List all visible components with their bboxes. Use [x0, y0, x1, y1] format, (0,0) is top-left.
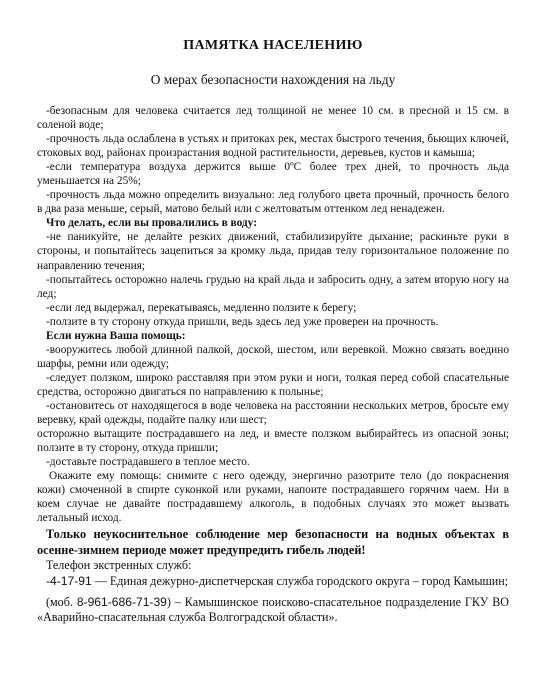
paragraph: -не паникуйте, не делайте резких движений, стабилизируйте дыхание; раскиньте руки в стороны, и попытайтесь зацепиться за кромку льда, придав телу горизонтальное положение по направлению течения; [37, 231, 509, 272]
section-heading-fell-through-ice: Что делать, если вы провалились в воду: [46, 217, 257, 230]
safety-warning: Только неукоснительное соблюдение мер безопасности на водных объектах в осенне-зимнем периоде может предупредить гибель людей! [37, 527, 509, 557]
paragraph: осторожно вытащите пострадавшего на лед, и вместе ползком выбирайтесь из опасной зоны; ползите в ту сторону, откуда пришли; [37, 428, 509, 455]
paragraph: -если лед выдержал, перекатываясь, медленно ползите к берегу; [46, 301, 357, 314]
paragraph: -следует ползком, широко расставляя при этом руки и ноги, толкая перед собой спасательные средства, осторожно двигаться по направлению к полынье; [37, 371, 509, 398]
paragraph: Окажите ему помощь: снимите с него одежду, энергично разотрите тело (до покраснения кожи) смоченной в спирте суконкой или руками, напоите пострадавшего горячим чаем. Ни в коем случае не давайте пострадавшему алкоголь, в подобных случаях это может вызвать летальный исход. [37, 470, 509, 525]
document-title: ПАМЯТКА НАСЕЛЕНИЮ [183, 38, 363, 53]
document-subtitle: О мерах безопасности нахождения на льду [150, 72, 396, 87]
phone-number: 8-961-686-71-39 [76, 594, 167, 609]
contacts-heading: Телефон экстренных служб: [46, 558, 192, 573]
paragraph: -вооружитесь любой длинной палкой, доской, шестом, или веревкой. Можно связать воедино шарфы, ремни или одежду; [37, 343, 509, 370]
contact-line-rescue [37, 595, 509, 626]
paragraph: -прочность льда можно определить визуально: лед голубого цвета прочный, прочность белого в два раза меньше, серый, матово белый или с желтоватым оттенком лед ненадежен. [37, 189, 509, 216]
paragraph: -доставьте пострадавшего в теплое место. [46, 456, 250, 469]
paragraph: -ползите в ту сторону откуда пришли, ведь здесь лед уже проверен на прочность. [46, 315, 439, 328]
emergency-contacts [37, 558, 509, 625]
document-body [37, 104, 509, 626]
contact-line-edds [37, 574, 509, 590]
contact-description: ) – Камышинское поисково-спасательное подразделение ГКУ ВО «Аварийно-спасательная служба Волгоградской области». [37, 594, 509, 625]
phone-number: -4-17-91 [46, 574, 92, 588]
contact-description: — Единая дежурно-диспетчерская служба городского округа – город Камышин; [91, 574, 509, 588]
paragraph: -безопасным для человека считается лед толщиной не менее 10 см. в пресной и 15 см. в соленой воде; [37, 105, 509, 132]
paragraph: -прочность льда ослаблена в устьях и притоках рек, местах быстрого течения, бьющих ключей, стоковых вод, районах произрастания водной растительности, деревьев, кустов и камыша; [37, 133, 509, 160]
section-heading-help-needed: Если нужна Ваша помощь: [46, 329, 186, 342]
paragraph: -остановитесь от находящегося в воде человека на расстоянии нескольких метров, бросьте ему веревку, край одежды, подайте палку или шест; [37, 399, 509, 427]
contact-prefix: (моб. [46, 594, 77, 609]
paragraph: -попытайтесь осторожно налечь грудью на край льда и забросить одну, а затем вторую ногу на лед; [37, 273, 509, 300]
paragraph: -если температура воздуха держится выше 0ºС более трех дней, то прочность льда уменьшается на 25%; [37, 161, 509, 188]
